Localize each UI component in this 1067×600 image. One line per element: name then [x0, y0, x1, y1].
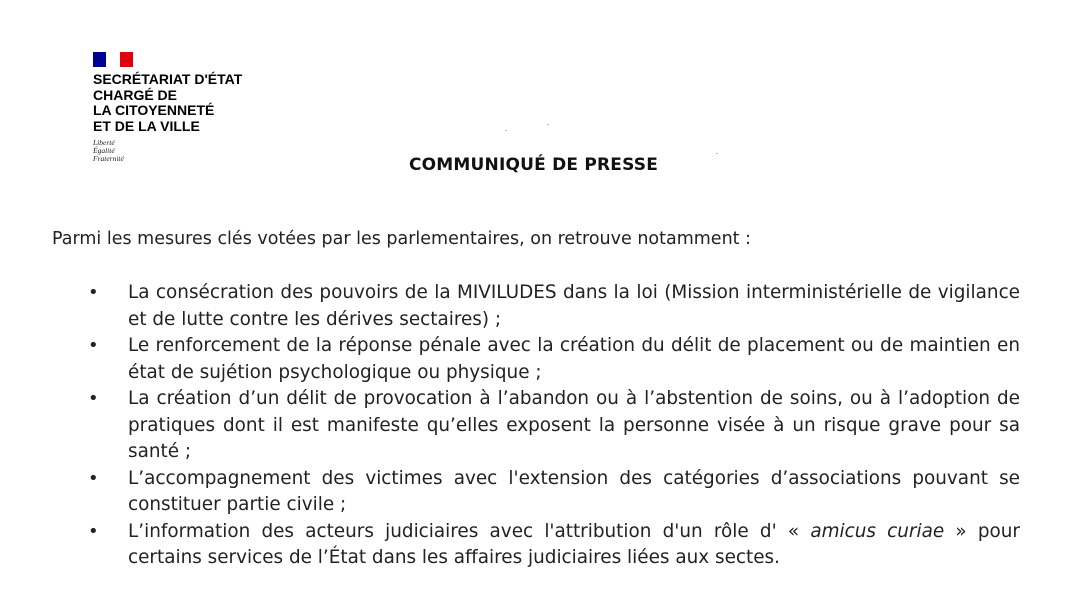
measure-text-end: » pour certains services de l’État dans les affaires judiciaires liées aux sectes.	[128, 520, 1020, 568]
scan-speck	[505, 130, 507, 131]
scan-speck	[547, 124, 549, 125]
measure-text: Le renforcement de la réponse pénale avec la création du délit de placement ou de maintien en état de sujétion psychologique ou physique ;	[128, 335, 1020, 383]
flag-red-stripe	[120, 52, 133, 67]
scan-speck	[716, 153, 718, 154]
measure-text-start: L’information des acteurs judiciaires avec l'attribution d'un rôle d' «	[128, 520, 811, 542]
flag-blue-stripe	[93, 52, 106, 67]
motto-line: Fraternité	[93, 154, 124, 163]
measure-text: La création d’un délit de provocation à l’abandon ou à l’abstention de soins, ou à l’adoption de pratiques dont il est manifeste qu’elles exposent la personne visée à un risque grave pour sa santé ;	[128, 388, 1020, 462]
ministry-line: CHARGÉ DE	[93, 86, 178, 103]
bullet-icon: •	[88, 520, 99, 542]
document-title: COMMUNIQUÉ DE PRESSE	[408, 155, 659, 175]
ministry-line: ET DE LA VILLE	[93, 117, 200, 134]
list-item	[88, 386, 1020, 466]
intro-paragraph: Parmi les mesures clés votées par les parlementaires, on retrouve notamment :	[52, 229, 751, 249]
ministry-line: LA CITOYENNETÉ	[93, 102, 215, 118]
bullet-icon: •	[88, 467, 99, 489]
list-item	[88, 466, 1020, 519]
measures-list	[88, 280, 1020, 572]
ministry-name	[93, 72, 242, 134]
french-flag-icon	[93, 52, 133, 67]
motto-line: Égalité	[93, 146, 115, 155]
motto-line: Liberté	[93, 138, 115, 147]
flag-white-stripe	[106, 52, 119, 67]
list-item	[88, 333, 1020, 386]
bullet-icon: •	[88, 282, 99, 303]
ministry-line: SECRÉTARIAT D'ÉTAT	[93, 71, 243, 87]
list-item	[88, 280, 1020, 333]
measure-text: L’accompagnement des victimes avec l'extension des catégories d’associations pouvant se constituer partie civile ;	[128, 467, 1020, 515]
bullet-icon: •	[88, 335, 99, 356]
measure-text	[128, 521, 1020, 569]
latin-term: amicus curiae	[810, 520, 945, 542]
measure-text: La consécration des pouvoirs de la MIVILUDES dans la loi (Mission interministérielle de vigilance et de lutte contre les dérives sectaires) ;	[128, 282, 1020, 330]
government-logo	[93, 52, 242, 163]
bullet-icon: •	[88, 388, 99, 409]
list-item	[88, 519, 1020, 572]
